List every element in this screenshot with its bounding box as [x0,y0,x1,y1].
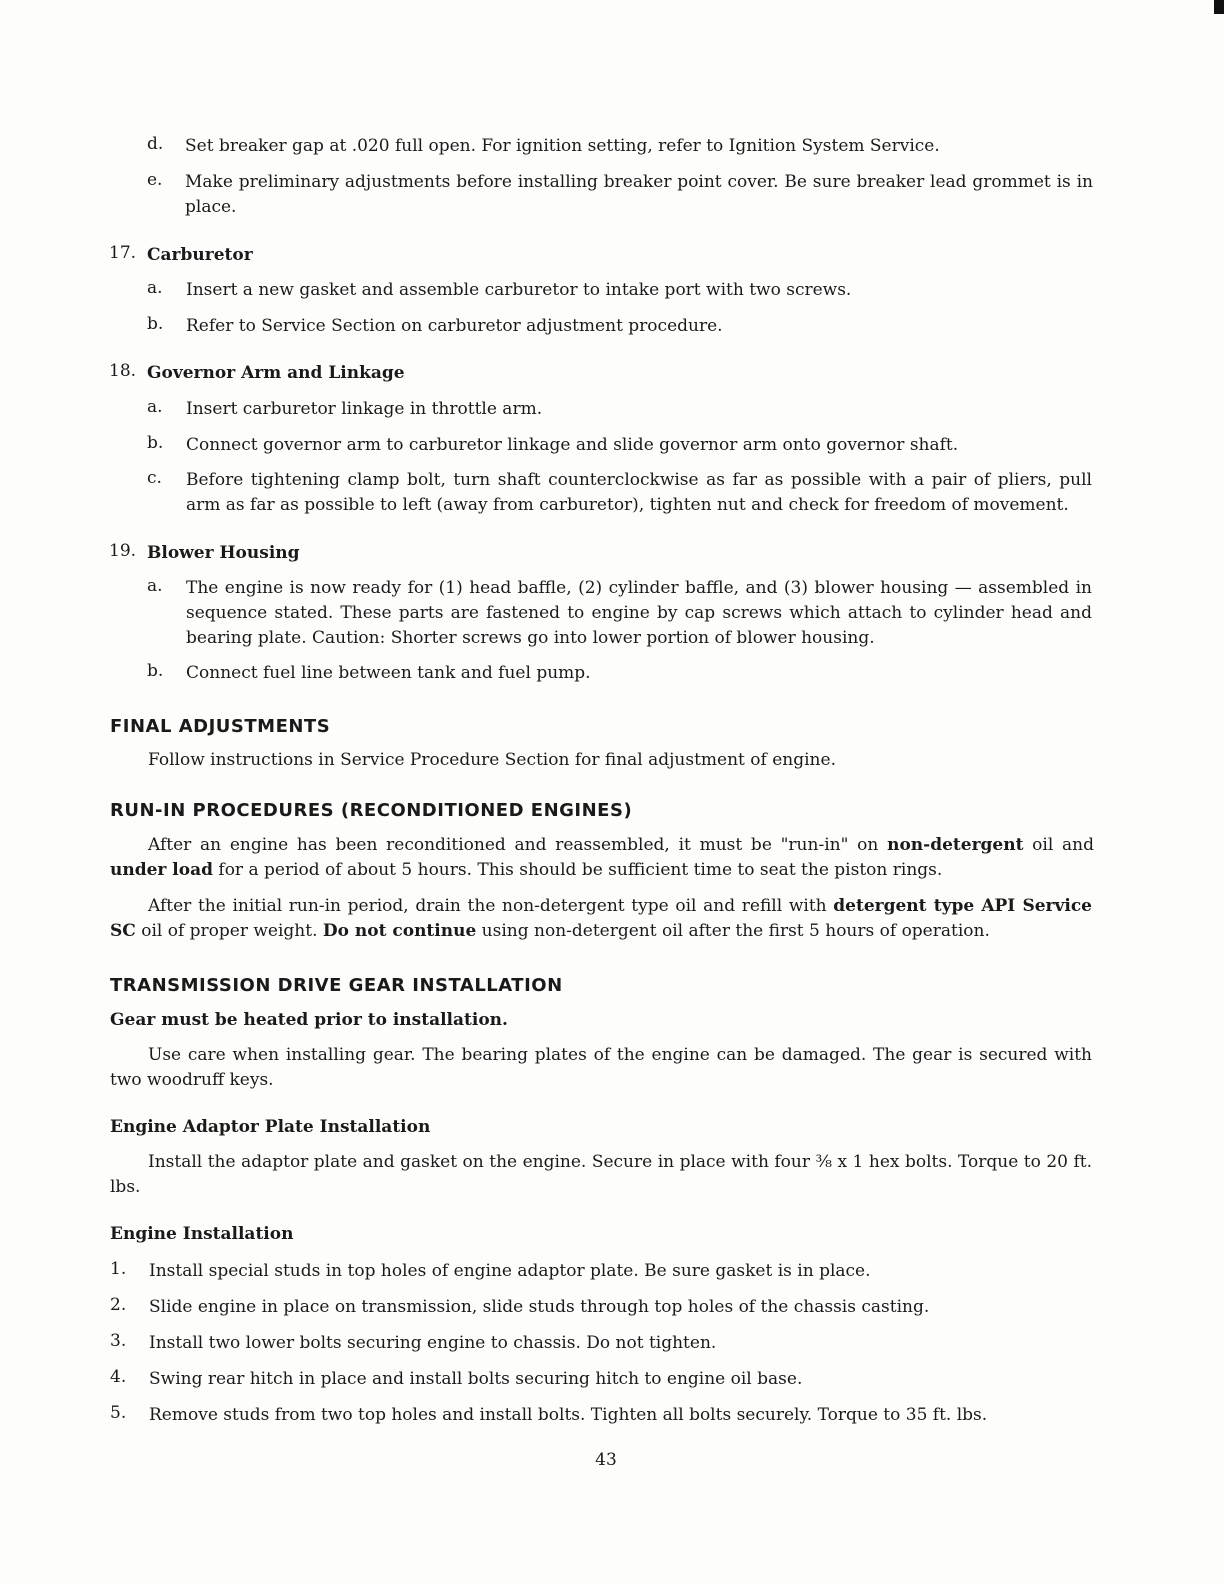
item-label: b. [147,661,164,681]
scan-corner-mark [1214,0,1224,14]
section-number: 18. [109,361,137,381]
heading-run-in: RUN-IN PROCEDURES (RECONDITIONED ENGINES) [110,800,633,821]
list-item: Insert carburetor linkage in throttle arm. [186,399,543,419]
item-label: a. [147,397,163,417]
section-title: Blower Housing [147,543,300,563]
section-number: 17. [109,243,137,263]
step-label: 1. [110,1259,127,1279]
paragraph: Use care when installing gear. The bearing plates of the engine can be damaged. The gear is secured with two woodruff keys. [110,1045,1092,1090]
list-item: Before tightening clamp bolt, turn shaft counterclockwise as far as possible with a pair of pliers, pull arm as far as possible to left (away from carburetor), tighten nut and check for freedom of movement. [186,470,1092,515]
step: Swing rear hitch in place and install bolts securing hitch to engine oil base. [149,1369,803,1389]
item-label: c. [147,468,162,488]
item-label: e. [147,170,163,190]
step: Slide engine in place on transmission, slide studs through top holes of the chassis casting. [149,1297,930,1317]
subheading: Gear must be heated prior to installation. [110,1010,508,1030]
subheading: Engine Adaptor Plate Installation [110,1117,431,1137]
list-item: Connect fuel line between tank and fuel pump. [186,663,591,683]
list-item: Make preliminary adjustments before installing breaker point cover. Be sure breaker lead grommet is in place. [185,172,1093,217]
step-label: 3. [110,1331,127,1351]
item-label: a. [147,278,163,298]
step: Install two lower bolts securing engine to chassis. Do not tighten. [149,1333,717,1353]
item-label: a. [147,576,163,596]
paragraph: Install the adaptor plate and gasket on the engine. Secure in place with four ⅜ x 1 hex bolts. Torque to 20 ft. lbs. [110,1152,1092,1197]
step: Install special studs in top holes of engine adaptor plate. Be sure gasket is in place. [149,1261,871,1281]
section-number: 19. [109,541,137,561]
list-item: Refer to Service Section on carburetor adjustment procedure. [186,316,723,336]
section-title: Governor Arm and Linkage [147,363,405,383]
item-label: b. [147,314,164,334]
list-item: The engine is now ready for (1) head baffle, (2) cylinder baffle, and (3) blower housing — assembled in sequence stated. These parts are fastened to engine by cap screws which attach to cylinder head and bearing plate. Caution: Shorter screws go into lower portion of blower housing. [186,578,1092,648]
paragraph: After an engine has been reconditioned and reassembled, it must be "run-in" on non-detergent oil and under load for a period of about 5 hours. This should be sufficient time to seat the piston rings. [110,835,1094,880]
subheading: Engine Installation [110,1224,294,1244]
list-item: Insert a new gasket and assemble carburetor to intake port with two screws. [186,280,852,300]
step-label: 4. [110,1367,127,1387]
heading-final-adjustments: FINAL ADJUSTMENTS [110,716,331,737]
item-label: b. [147,433,164,453]
step-label: 5. [110,1403,127,1423]
section-title: Carburetor [147,245,253,265]
page-number: 43 [595,1450,617,1470]
heading-transmission: TRANSMISSION DRIVE GEAR INSTALLATION [110,975,563,996]
paragraph: Follow instructions in Service Procedure Section for final adjustment of engine. [148,750,836,770]
item-label: d. [147,134,164,154]
step-label: 2. [110,1295,127,1315]
list-item: Set breaker gap at .020 full open. For ignition setting, refer to Ignition System Service. [185,136,940,156]
list-item: Connect governor arm to carburetor linkage and slide governor arm onto governor shaft. [186,435,959,455]
paragraph: After the initial run-in period, drain the non-detergent type oil and refill with detergent type API Service SC oil of proper weight. Do not continue using non-detergent oil after the first 5 hours of operation. [110,896,1092,941]
step: Remove studs from two top holes and install bolts. Tighten all bolts securely. Torque to 35 ft. lbs. [149,1405,988,1425]
